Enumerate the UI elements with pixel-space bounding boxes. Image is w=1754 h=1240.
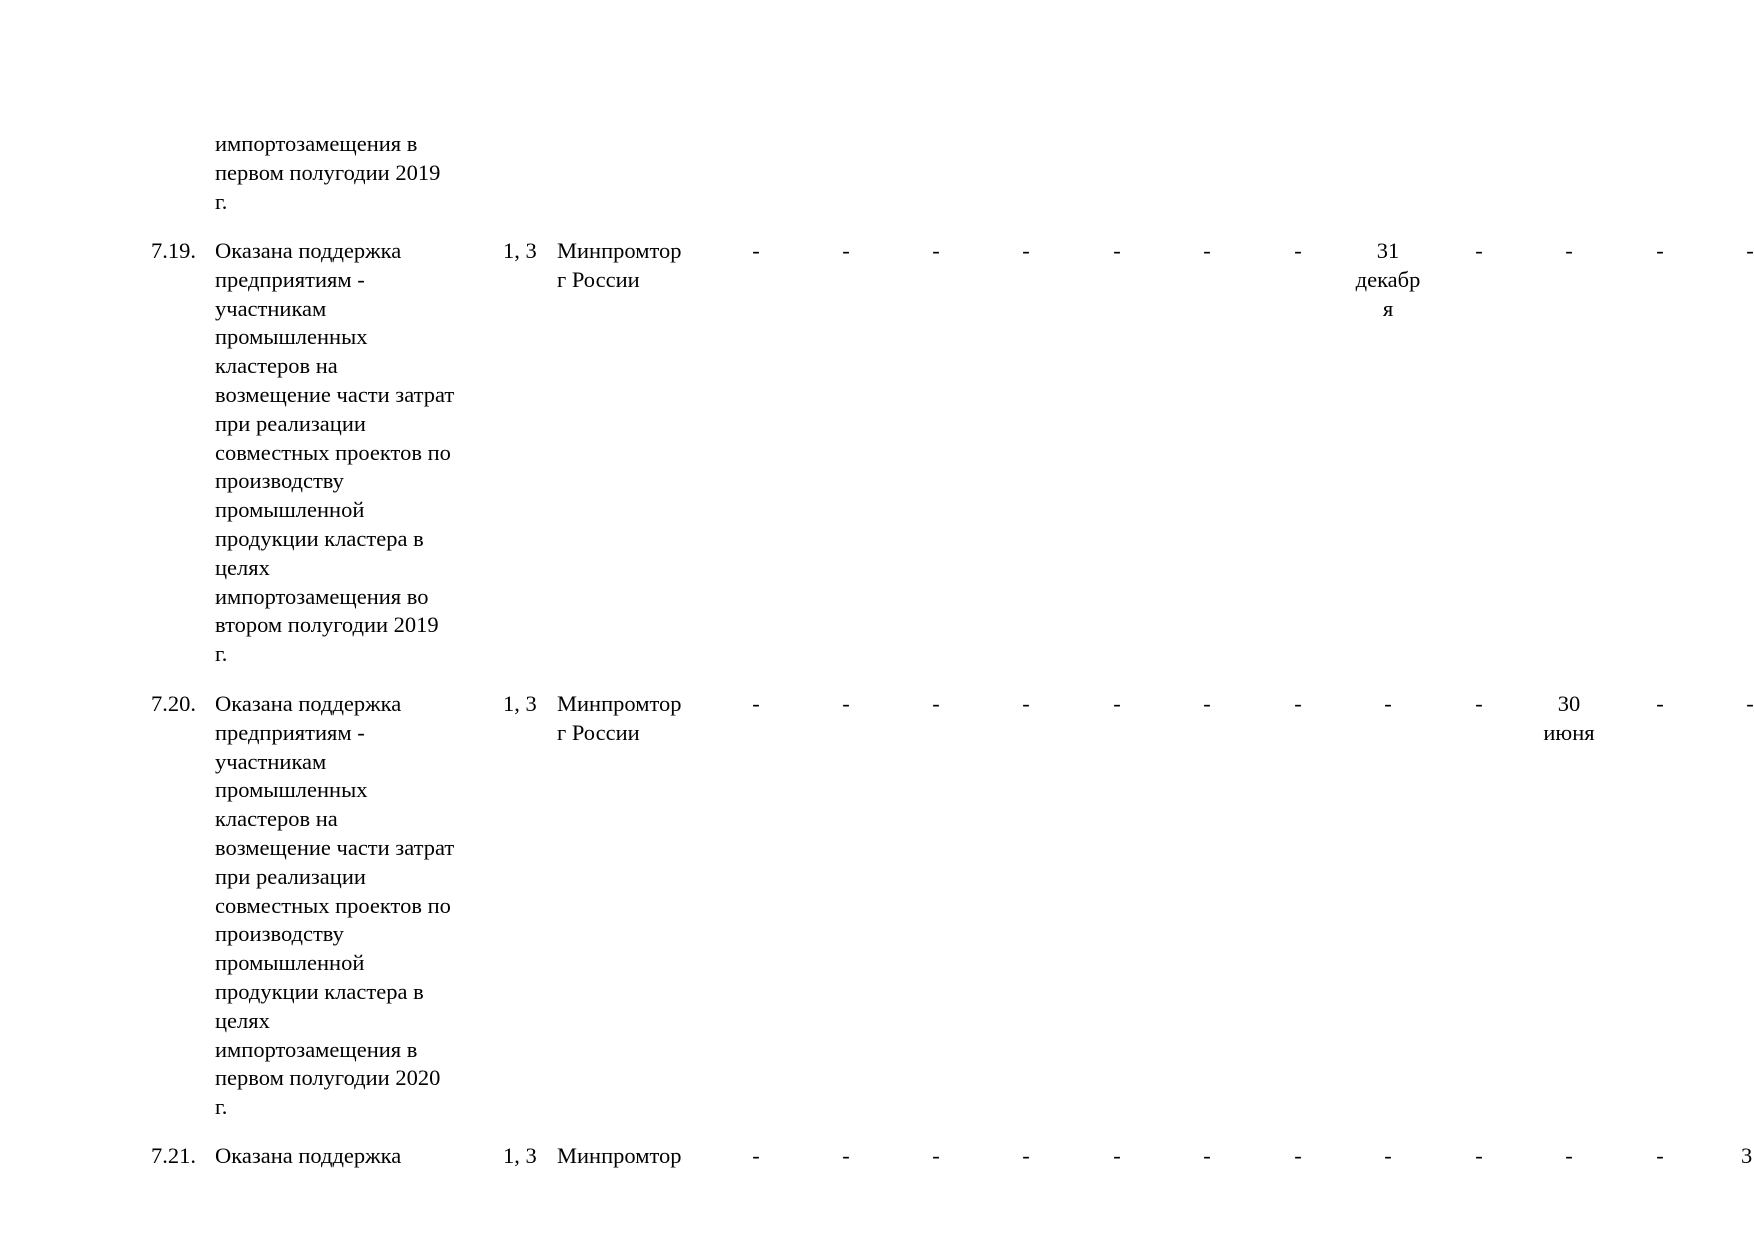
row-cell: - [1294,691,1302,716]
row-responsible: Минпромтор г России [557,238,682,292]
continued-description: импортозамещения в первом полугодии 2019 г. [215,131,441,214]
row-cell: - [1022,1143,1030,1168]
row-cell: - [1565,1143,1573,1168]
row-description: Оказана поддержка предприятиям - участникам промышленных кластеров на возмещение части затрат при реализации совместных проектов по производству промышленной продукции кластера в целях импортозамещения в первом полугодии 2020 г. [215,691,455,1120]
row-cell: - [932,238,940,263]
row-cell: - [1384,1143,1392,1168]
row-cell: - [1746,691,1754,716]
row-description: Оказана поддержка предприятиям - участникам промышленных кластеров на возмещение части затрат при реализации совместных проектов по производству промышленной продукции кластера в целях импортозамещения во втором полугодии 2019 г. [215,238,455,667]
row-cell: - [1746,238,1754,263]
row-cell: - [1656,238,1664,263]
row-cell: 3 [1741,1143,1753,1168]
row-cell: - [1656,1143,1664,1168]
row-cell: - [932,1143,940,1168]
row-number: 7.21. [151,1143,196,1168]
row-cell: - [1475,691,1483,716]
row-cell: - [842,1143,850,1168]
row-cell: - [1113,238,1121,263]
row-cell: - [1113,1143,1121,1168]
row-cell: - [1022,691,1030,716]
row-cell: - [1203,238,1211,263]
row-sources: 1, 3 [503,238,537,263]
row-cell: - [1384,691,1392,716]
row-cell: - [1203,691,1211,716]
row-number: 7.20. [151,691,196,716]
row-cell: - [752,238,760,263]
row-responsible: Минпромтор г России [557,691,682,745]
row-cell: - [1113,691,1121,716]
row-cell: 31 декабр я [1355,238,1421,321]
row-responsible: Минпромтор [557,1143,682,1168]
row-cell: - [1294,238,1302,263]
row-sources: 1, 3 [503,691,537,716]
row-number: 7.19. [151,238,196,263]
row-sources: 1, 3 [503,1143,537,1168]
row-cell: - [1475,1143,1483,1168]
row-cell: 30 июня [1543,691,1595,745]
row-cell: - [1203,1143,1211,1168]
row-cell: - [932,691,940,716]
row-cell: - [752,691,760,716]
row-description: Оказана поддержка [215,1143,402,1168]
row-cell: - [1475,238,1483,263]
row-cell: - [842,238,850,263]
row-cell: - [1565,238,1573,263]
row-cell: - [842,691,850,716]
row-cell: - [1656,691,1664,716]
row-cell: - [1022,238,1030,263]
row-cell: - [752,1143,760,1168]
row-cell: - [1294,1143,1302,1168]
